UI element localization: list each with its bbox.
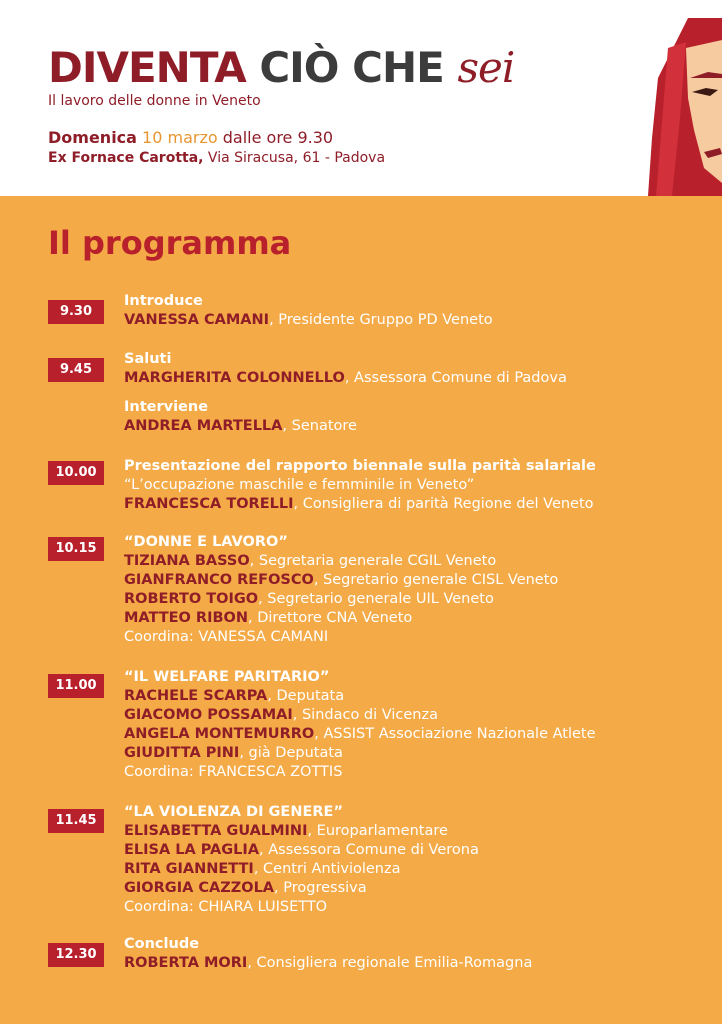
speaker-role: , Deputata <box>267 688 345 704</box>
speaker <box>124 311 694 330</box>
speaker <box>124 687 694 706</box>
speaker-role: , Sindaco di Vicenza <box>292 707 438 723</box>
date-day: Domenica <box>48 128 137 147</box>
slot-heading: Presentazione del rapporto biennale sulla parità salariale <box>124 458 596 474</box>
speaker-name: MATTEO RIBON <box>124 610 248 626</box>
speaker-role: , Consigliera regionale Emilia-Romagna <box>247 955 533 971</box>
title-part-1: DIVENTA <box>48 43 246 92</box>
coordinator: Coordina: CHIARA LUISETTO <box>124 899 328 915</box>
speaker-name: ELISA LA PAGLIA <box>124 842 260 858</box>
speaker-name: ELISABETTA GUALMINI <box>124 823 308 839</box>
speaker-role: , Segretario generale UIL Veneto <box>258 591 494 607</box>
speaker <box>124 417 694 436</box>
speaker-role: , Senatore <box>282 418 357 434</box>
speaker-name: RACHELE SCARPA <box>124 688 268 704</box>
speaker <box>124 725 694 744</box>
speaker-name: VANESSA CAMANI <box>124 312 270 328</box>
event-subtitle: Il lavoro delle donne in Veneto <box>48 93 261 109</box>
event-venue <box>48 150 385 166</box>
speaker <box>124 590 694 609</box>
speaker-name: GIACOMO POSSAMAI <box>124 707 293 723</box>
slot-heading: Saluti <box>124 351 172 367</box>
header <box>0 0 722 196</box>
speaker-role: , ASSIST Associazione Nazionale Atlete <box>314 726 596 742</box>
speaker-role: , Assessora Comune di Padova <box>344 370 567 386</box>
speaker-role: , Direttore CNA Veneto <box>248 610 413 626</box>
coordinator: Coordina: VANESSA CAMANI <box>124 629 329 645</box>
speaker-name: ROBERTA MORI <box>124 955 248 971</box>
event-date <box>48 128 333 147</box>
speaker-role: , Assessora Comune di Verona <box>259 842 479 858</box>
speaker-role: , Europarlamentare <box>307 823 448 839</box>
speaker-name: RITA GIANNETTI <box>124 861 254 877</box>
speaker <box>124 822 694 841</box>
speaker <box>124 744 694 763</box>
event-title <box>48 44 514 92</box>
title-part-3: sei <box>457 43 515 92</box>
speaker-role: , già Deputata <box>239 745 343 761</box>
time-badge: 9.45 <box>48 358 104 382</box>
speaker-name: ROBERTO TOIGO <box>124 591 259 607</box>
slot-heading: Introduce <box>124 293 203 309</box>
speaker-name: ANGELA MONTEMURRO <box>124 726 315 742</box>
speaker-role: , Consigliera di parità Regione del Veneto <box>293 496 594 512</box>
speaker <box>124 879 694 898</box>
venue-address: Via Siracusa, 61 - Padova <box>207 150 386 166</box>
speaker-name: ANDREA MARTELLA <box>124 418 283 434</box>
speaker <box>124 860 694 879</box>
program-title: Il programma <box>48 224 292 262</box>
speaker <box>124 552 694 571</box>
speaker-role: , Segretaria generale CGIL Veneto <box>249 553 497 569</box>
speaker-name: GIORGIA CAZZOLA <box>124 880 275 896</box>
slot-heading: “IL WELFARE PARITARIO” <box>124 669 330 685</box>
time-badge: 11.45 <box>48 809 104 833</box>
speaker <box>124 841 694 860</box>
coordinator: Coordina: FRANCESCA ZOTTIS <box>124 764 343 780</box>
slot-note: “L’occupazione maschile e femminile in Veneto” <box>124 477 475 493</box>
speaker <box>124 609 694 628</box>
slot-heading: “LA VIOLENZA DI GENERE” <box>124 804 343 820</box>
speaker <box>124 706 694 725</box>
speaker-name: TIZIANA BASSO <box>124 553 250 569</box>
speaker-name: FRANCESCA TORELLI <box>124 496 294 512</box>
date-highlight: 10 marzo <box>142 128 218 147</box>
date-time: dalle ore 9.30 <box>222 128 334 147</box>
speaker-role: , Progressiva <box>274 880 367 896</box>
speaker <box>124 495 694 514</box>
speaker-name: GIANFRANCO REFOSCO <box>124 572 314 588</box>
slot-heading: “DONNE E LAVORO” <box>124 534 288 550</box>
speaker-name: MARGHERITA COLONNELLO <box>124 370 345 386</box>
woman-portrait-illustration <box>648 18 722 196</box>
speaker <box>124 571 694 590</box>
speaker-name: GIUDITTA PINI <box>124 745 240 761</box>
time-badge: 10.15 <box>48 537 104 561</box>
time-badge: 10.00 <box>48 461 104 485</box>
time-badge: 9.30 <box>48 300 104 324</box>
slot-heading: Interviene <box>124 399 209 415</box>
speaker-role: , Presidente Gruppo PD Veneto <box>269 312 493 328</box>
speaker-role: , Centri Antiviolenza <box>253 861 401 877</box>
speaker <box>124 369 694 388</box>
speaker <box>124 954 694 973</box>
venue-name: Ex Fornace Carotta, <box>48 150 204 166</box>
time-badge: 11.00 <box>48 674 104 698</box>
slot-heading: Conclude <box>124 936 200 952</box>
time-badge: 12.30 <box>48 943 104 967</box>
speaker-role: , Segretario generale CISL Veneto <box>313 572 559 588</box>
title-part-2: CIÒ CHE <box>259 43 444 92</box>
